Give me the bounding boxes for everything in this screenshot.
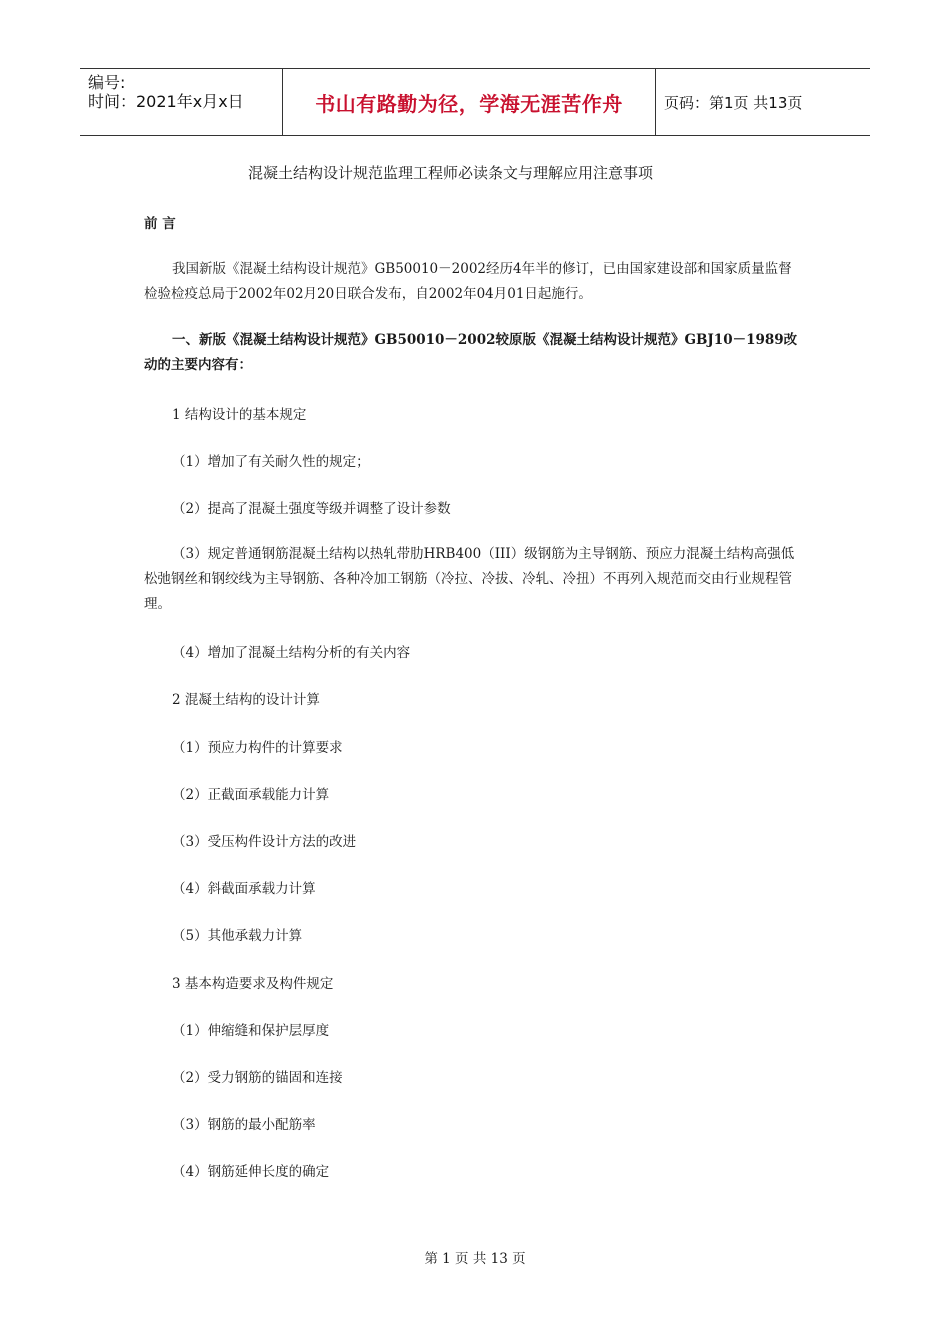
section1-heading: 一、新版《混凝土结构设计规范》GB50010－2002较原版《混凝土结构设计规范》GBJ10－1989改动的主要内容有： [144,332,798,373]
subsection2-title: 2 混凝土结构的设计计算 [172,692,320,708]
preface-paragraph: 我国新版《混凝土结构设计规范》GB50010－2002经历4年半的修订，已由国家建设部和国家质量监督检验检疫总局于2002年02月20日联合发布，自2002年04月01日起施行。 [144,261,792,302]
list-item: （3）受压构件设计方法的改进 [172,834,357,850]
subsection1-title: 1 结构设计的基本规定 [172,407,307,423]
subsection3-title: 3 基本构造要求及构件规定 [172,976,334,992]
list-item: （1）预应力构件的计算要求 [172,740,343,756]
code-label: 编号: [88,73,126,92]
preface-heading: 前 言 [144,216,176,232]
header-meta [80,69,282,135]
list-item: （2）正截面承载能力计算 [172,787,330,803]
document-title: 混凝土结构设计规范监理工程师必读条文与理解应用注意事项 [248,164,654,182]
header-motto: 书山有路勤为径，学海无涯苦作舟 [282,69,656,135]
list-item: （5）其他承载力计算 [172,928,303,944]
list-item: （2）受力钢筋的锚固和连接 [172,1070,343,1086]
list-item: （4）增加了混凝土结构分析的有关内容 [172,645,411,661]
list-item: （4）斜截面承载力计算 [172,881,316,897]
list-item: （2）提高了混凝土强度等级并调整了设计参数 [172,501,451,517]
list-item: （1）伸缩缝和保护层厚度 [172,1023,330,1039]
list-item: （4）钢筋延伸长度的确定 [172,1164,330,1180]
list-item: （3）钢筋的最小配筋率 [172,1117,316,1133]
header-page-info: 页码：第1页 共13页 [664,93,803,112]
list-item: （3）规定普通钢筋混凝土结构以热轧带肋HRB400（III）级钢筋为主导钢筋、预应力混凝土结构高强低松弛钢丝和钢绞线为主导钢筋、各种冷加工钢筋（冷拉、冷拔、冷轧、冷扭）不再列入规范而交由行业规程管理。 [144,546,795,612]
page-footer: 第 1 页 共 13 页 [424,1251,526,1267]
page-header [80,68,870,136]
time-label: 时间：2021年x月x日 [88,92,244,111]
list-item: （1）增加了有关耐久性的规定； [172,454,370,470]
